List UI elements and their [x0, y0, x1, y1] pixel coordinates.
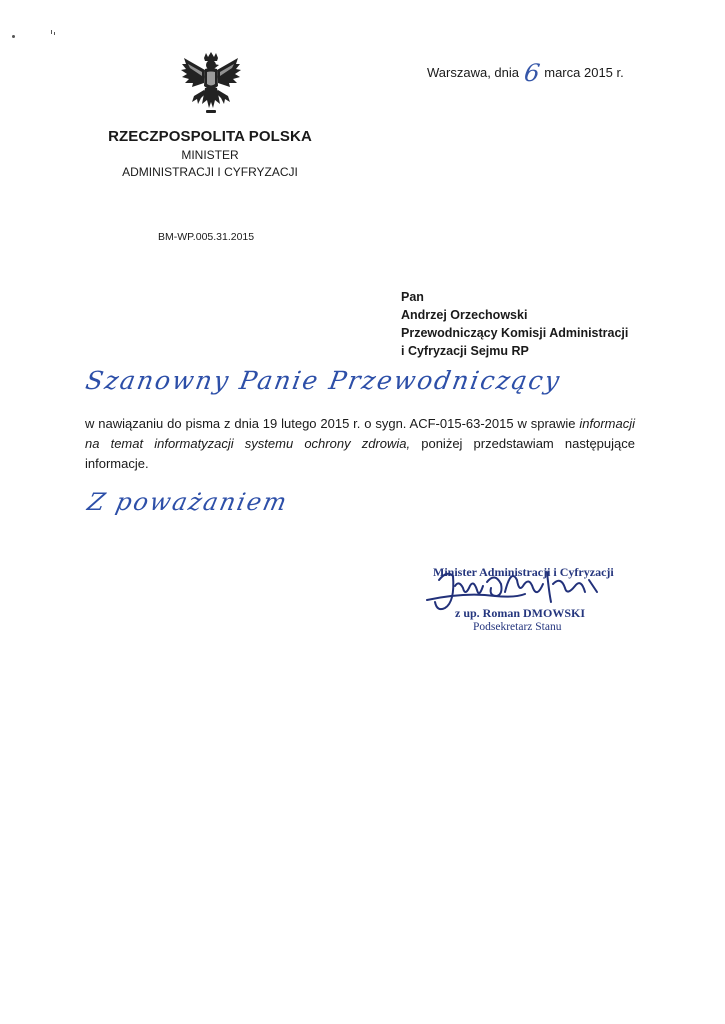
- letter-body: [85, 414, 635, 474]
- date-day-handwritten: 6: [522, 59, 542, 87]
- country-name: RZECZPOSPOLITA POLSKA: [108, 128, 312, 145]
- addressee-block: [401, 288, 628, 360]
- date-suffix: marca 2015 r.: [544, 65, 624, 80]
- office-title: MINISTER: [181, 148, 239, 162]
- body-text-part2: poniżej przedstawiam następujące informacje.: [85, 436, 635, 471]
- signature-scribble: [425, 562, 610, 622]
- closing-handwritten: Z poważaniem: [85, 488, 291, 516]
- reference-number: BM-WP.005.31.2015: [158, 231, 255, 243]
- scan-speck: [51, 30, 52, 34]
- addressee-name: Andrzej Orzechowski: [401, 308, 528, 322]
- polish-eagle-emblem-icon: [180, 52, 242, 118]
- scan-speck: [54, 32, 55, 35]
- stamp-signatory: z up. Roman DMOWSKI: [455, 606, 586, 620]
- dateline: [427, 55, 624, 87]
- body-text-italic: informacji na temat informatyzacji systemu ochrony zdrowia,: [85, 416, 635, 451]
- stamp-office: Minister Administracji i Cyfryzacji: [433, 565, 614, 579]
- addressee-honorific: Pan: [401, 290, 424, 304]
- salutation-handwritten: Szanowny Panie Przewodniczący: [83, 366, 564, 395]
- stamp-position: Podsekretarz Stanu: [473, 621, 562, 633]
- addressee-position: Przewodniczący Komisji Administracji: [401, 326, 629, 340]
- body-text-part1: w nawiązaniu do pisma z dnia 19 lutego 2015 r. o sygn. ACF-015-63-2015 w sprawie: [85, 416, 576, 431]
- scan-speck: [12, 35, 15, 38]
- issuer-block: [100, 128, 320, 179]
- date-prefix: Warszawa, dnia: [427, 65, 519, 80]
- addressee-body: i Cyfryzacji Sejmu RP: [401, 344, 529, 358]
- office-ministry: ADMINISTRACJI I CYFRYZACJI: [122, 165, 298, 179]
